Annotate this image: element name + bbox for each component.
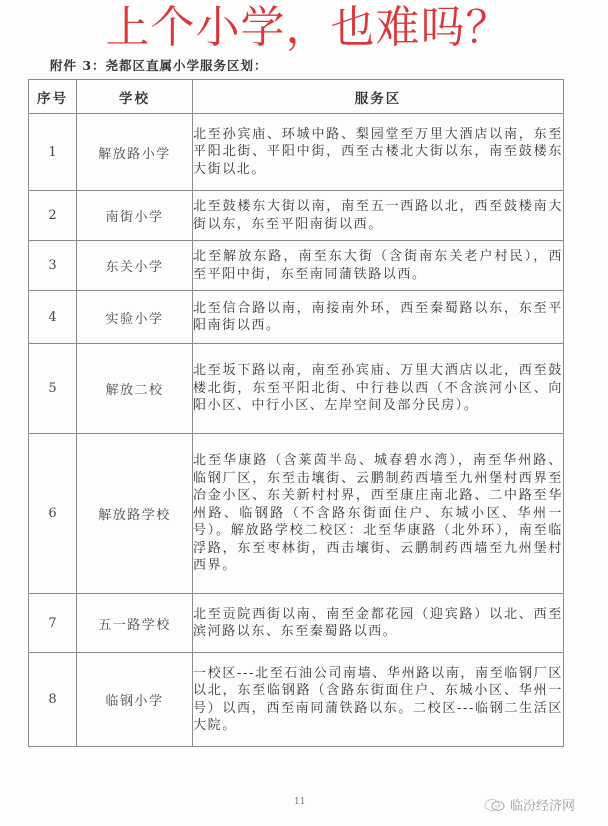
service-area-text: 北至鼓楼东大街以南，南至五一西路以北，西至鼓楼南大街以东，东至平阳南街以西。 [193,191,564,241]
row-number: 7 [29,594,77,653]
school-name: 东关小学 [77,241,193,291]
document-caption: 附件 3：尧都区直属小学服务区划： [50,58,268,73]
row-number: 1 [29,114,77,191]
table-row [29,344,564,434]
header-number: 序号 [29,80,77,114]
service-area-text: 一校区---北至石油公司南墙、华州路以南，南至临钢厂区以北，东至临钢路（含路东街面住户、东城小区、华州一号）以西，西至南同蒲铁路以东。二校区---临钢二生活区大院。 [193,653,564,747]
school-name: 解放路学校 [77,434,193,594]
school-name: 实验小学 [77,291,193,344]
table-row [29,241,564,291]
table-row [29,653,564,747]
school-name: 解放二校 [77,344,193,434]
row-number: 4 [29,291,77,344]
row-number: 2 [29,191,77,241]
row-number: 3 [29,241,77,291]
table-row [29,291,564,344]
table-row [29,594,564,653]
chat-bubble-icon [484,798,506,812]
watermark [484,795,575,814]
row-number: 5 [29,344,77,434]
watermark-text: 临汾经济网 [510,799,576,814]
service-area-table [28,79,564,747]
page-number: 11 [294,797,306,807]
header-service-area: 服务区 [193,80,564,114]
row-number: 8 [29,653,77,747]
service-area-text: 北至华康路（含莱茵半岛、城春碧水湾），南至华州路、临钢厂区，东至击壤街、云鹏制药西墙至九州堡村西界至冶金小区、东关新村村界，西至康庄南北路、二中路至华州路、临钢路（不含路东街面住户、东城小区、华州一号）。解放路学校二校区：北至华康路（北外环），南至临浮路，东至枣林街，西击壤街、云鹏制药西墙至九州堡村西界。 [193,434,564,594]
row-number: 6 [29,434,77,594]
service-area-text: 北至孙宾庙、环城中路、梨园堂至万里大酒店以南，东至平阳北街、平阳中街，西至古楼北大街以东，南至鼓楼东大街以北。 [193,114,564,191]
table-header-row [29,80,564,114]
service-area-text: 北至解放东路，南至东大街（含街南东关老户村民），西至平阳中街，东至南同蒲铁路以西。 [193,241,564,291]
service-area-text: 北至信合路以南，南接南外环，西至秦蜀路以东，东至平阳南街以西。 [193,291,564,344]
table-row [29,114,564,191]
header-school: 学校 [77,80,193,114]
table-row [29,191,564,241]
table-row [29,434,564,594]
headline-title: 上个小学，也难吗？ [105,2,511,53]
service-area-text: 北至坂下路以南，南至孙宾庙、万里大酒店以北，西至鼓楼北街，东至平阳北街、中行巷以西（不含滨河小区、向阳小区、中行小区、左岸空间及部分民房）。 [193,344,564,434]
school-name: 临钢小学 [77,653,193,747]
school-name: 解放路小学 [77,114,193,191]
service-area-text: 北至贡院西街以南、南至金都花园（迎宾路）以北、西至滨河路以东、东至秦蜀路以西。 [193,594,564,653]
school-name: 南街小学 [77,191,193,241]
school-name: 五一路学校 [77,594,193,653]
